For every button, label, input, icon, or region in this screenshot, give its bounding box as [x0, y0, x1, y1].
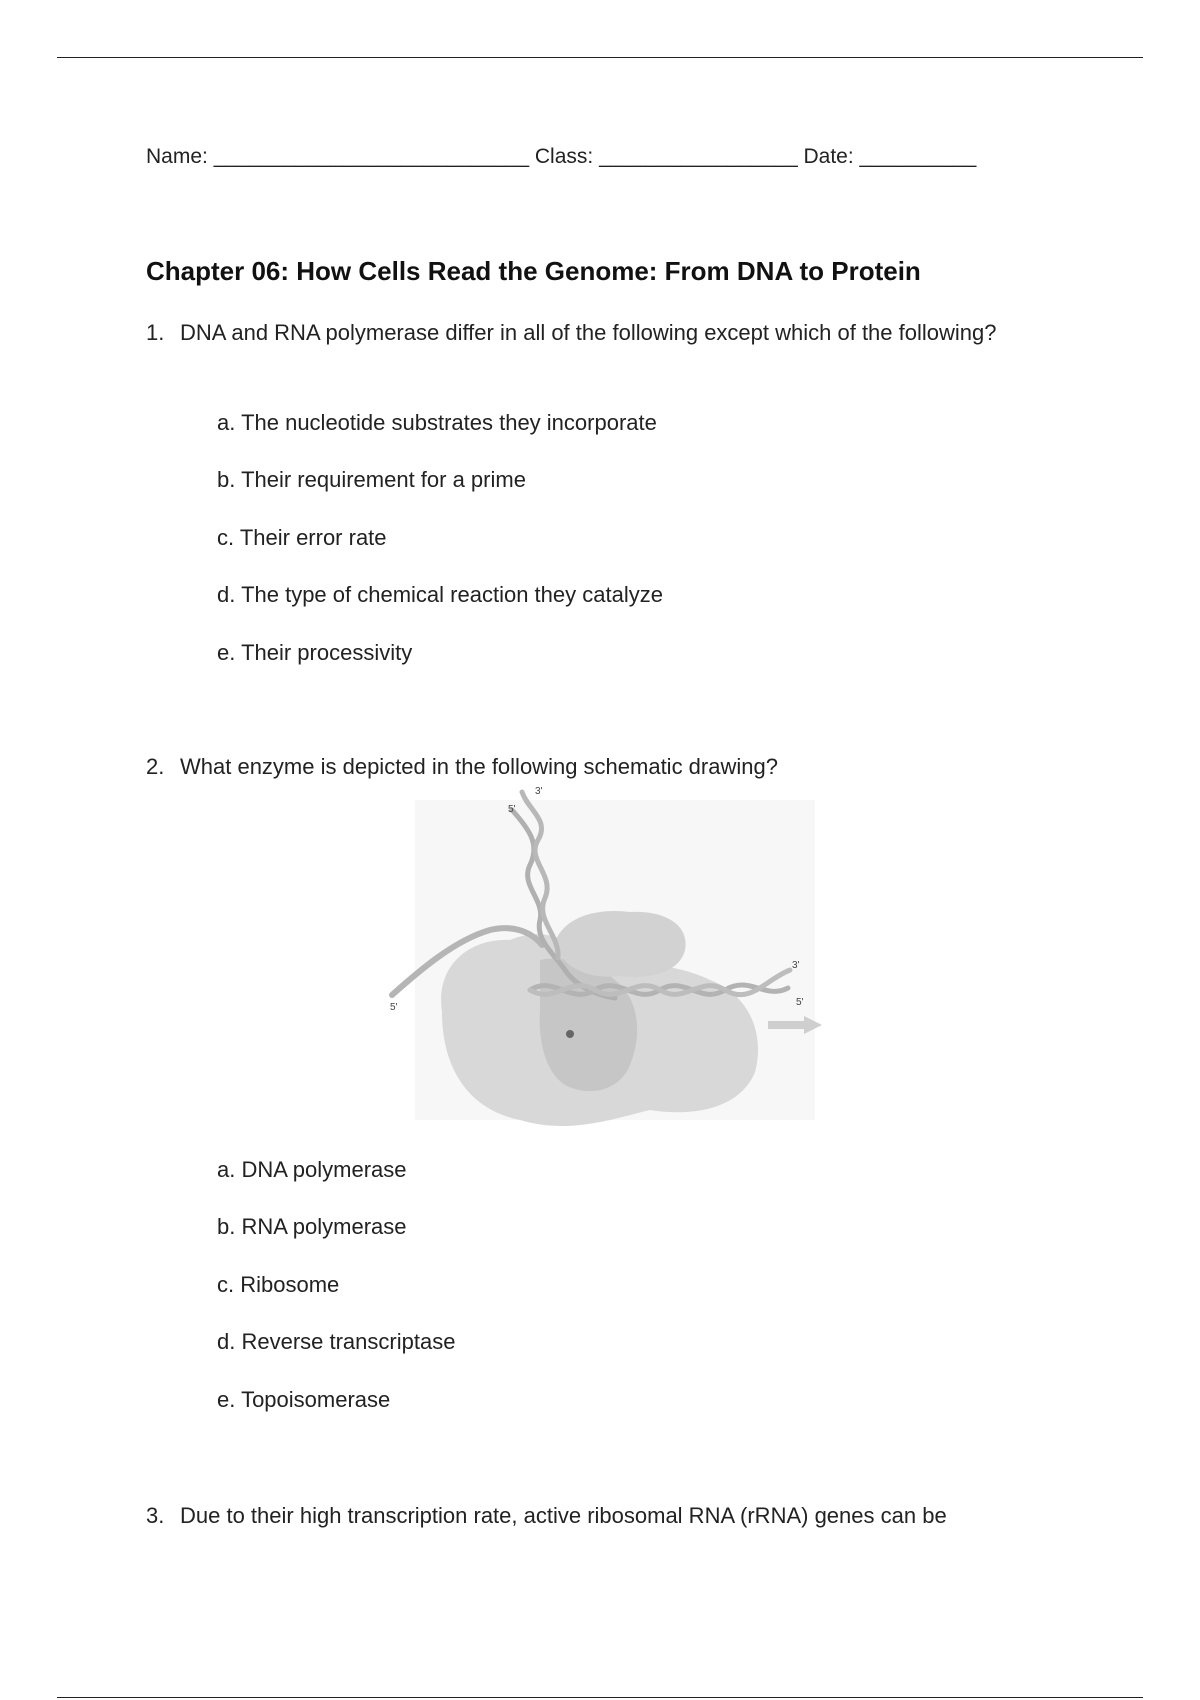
label-left-5: 5' [390, 1002, 398, 1013]
q2-option-e: e. Topoisomerase [217, 1387, 391, 1412]
q1-option-d: d. The type of chemical reaction they catalyze [217, 582, 663, 607]
label-top-3: 3' [535, 786, 543, 797]
chapter-title: Chapter 06: How Cells Read the Genome: From DNA to Protein [146, 256, 921, 286]
active-site-dot [566, 1030, 574, 1038]
question-text: DNA and RNA polymerase differ in all of the following except which of the following? [180, 320, 997, 345]
q1-option-a: a. The nucleotide substrates they incorporate [217, 410, 657, 435]
student-info-line [146, 145, 976, 169]
q1-option-e: e. Their processivity [217, 640, 413, 665]
label-top-5: 5' [508, 804, 516, 815]
bottom-rule [57, 1697, 1143, 1698]
q2-option-d: d. Reverse transcriptase [217, 1329, 456, 1354]
top-rule [57, 57, 1143, 58]
label-right-5: 5' [796, 997, 804, 1008]
class-label: Class: [534, 145, 594, 168]
name-label: Name: [146, 145, 208, 168]
q1-option-c: c. Their error rate [217, 525, 387, 550]
question-text: Due to their high transcription rate, active ribosomal RNA (rRNA) genes can be [180, 1503, 947, 1528]
question-number: 2. [146, 754, 165, 779]
enzyme-upper-lobe [555, 911, 686, 977]
q2-option-a: a. DNA polymerase [217, 1157, 407, 1182]
q1-option-b: b. Their requirement for a prime [217, 467, 526, 492]
q2-option-c: c. Ribosome [217, 1272, 340, 1297]
date-label: Date: [803, 145, 854, 168]
question-number: 1. [146, 320, 165, 345]
class-blank: _________________ [599, 145, 798, 168]
question-text: What enzyme is depicted in the following schematic drawing? [180, 754, 778, 779]
question-number: 3. [146, 1503, 165, 1528]
rna-polymerase-schematic [380, 780, 850, 1130]
label-right-3: 3' [792, 960, 800, 971]
date-blank: __________ [859, 145, 977, 168]
q2-option-b: b. RNA polymerase [217, 1214, 407, 1239]
name-blank: ___________________________ [213, 145, 530, 168]
